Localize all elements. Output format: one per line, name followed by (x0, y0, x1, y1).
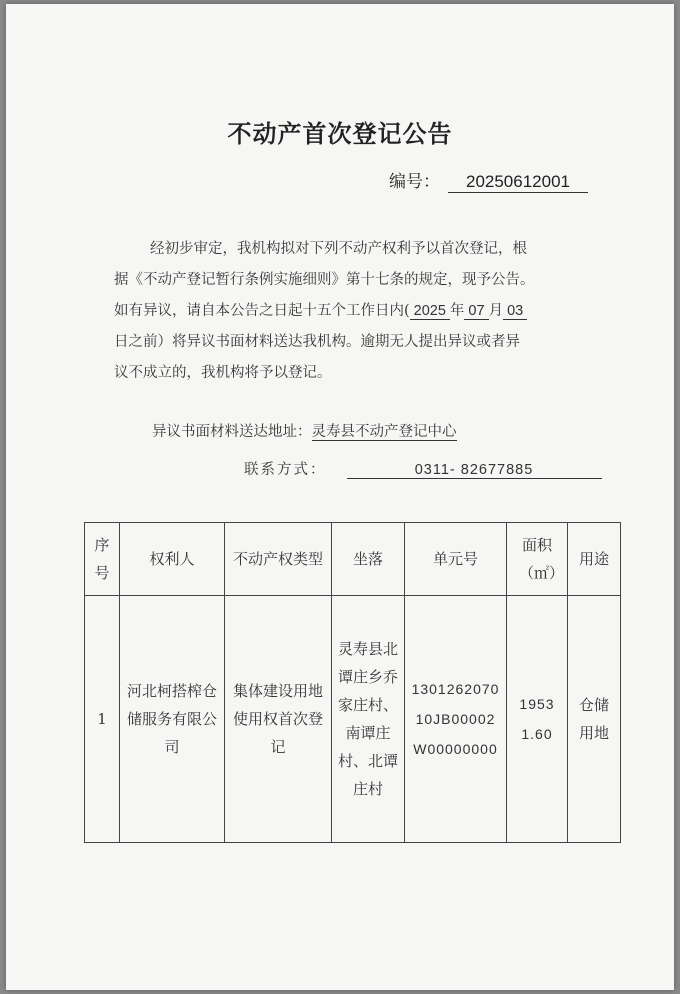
address-label: 异议书面材料送达地址： (152, 424, 312, 440)
body-line-2: 据《不动产登记暂行条例实施细则》第十七条的规定，现予公告。 (114, 272, 535, 288)
serial-number (389, 167, 588, 193)
body-line-3 (114, 296, 596, 327)
month-label: 月 (488, 303, 504, 319)
table-row (85, 596, 621, 843)
registration-table (84, 522, 621, 843)
contact-label: 联系方式： (244, 462, 327, 478)
header-location: 坐落 (332, 523, 405, 596)
body-line-5: 议不成立的，我机构将予以登记。 (114, 365, 332, 381)
document-sheet (6, 4, 674, 990)
header-owner: 权利人 (120, 523, 225, 596)
serial-label: 编号： (389, 172, 440, 192)
contact-info (244, 458, 602, 479)
body-line-4: 日之前）将异议书面材料送达我机构。逾期无人提出异议或者异 (114, 334, 520, 350)
cell-area: 19531.60 (507, 596, 568, 843)
deadline-month: 07 (464, 303, 488, 320)
cell-location: 灵寿县北谭庄乡乔家庄村、南谭庄村、北谭庄村 (332, 596, 405, 843)
deadline-day: 03 (503, 303, 527, 320)
cell-owner: 河北柯搭榨仓储服务有限公司 (120, 596, 225, 843)
address-value: 灵寿县不动产登记中心 (311, 424, 457, 440)
body-line-3-prefix: 如有异议，请自本公告之日起十五个工作日内( (114, 303, 410, 319)
year-label: 年 (449, 303, 465, 319)
document-title: 不动产首次登记公告 (227, 120, 453, 148)
cell-no: 1 (85, 596, 120, 843)
body-line-1: 经初步审定，我机构拟对下列不动产权利予以首次登记，根 (150, 241, 527, 257)
header-unit: 单元号 (405, 523, 507, 596)
header-use: 用途 (568, 523, 621, 596)
cell-use: 仓储用地 (568, 596, 621, 843)
contact-value: 0311- 82677885 (347, 462, 602, 479)
cell-unit: 130126207010JB00002W00000000 (405, 596, 507, 843)
objection-address (152, 420, 457, 441)
table-header-row (85, 523, 621, 596)
header-no: 序号 (85, 523, 120, 596)
header-type: 不动产权类型 (225, 523, 332, 596)
deadline-year: 2025 (410, 303, 450, 320)
cell-type: 集体建设用地使用权首次登记 (225, 596, 332, 843)
serial-value: 20250612001 (448, 172, 588, 193)
header-area: 面积（㎡） (507, 523, 568, 596)
notice-body (114, 234, 596, 389)
